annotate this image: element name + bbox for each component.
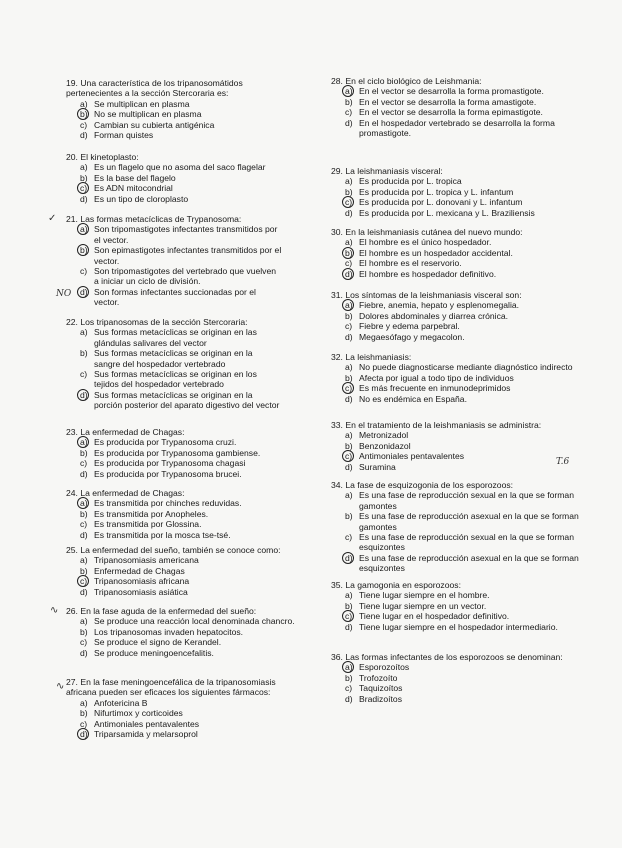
option-text: Tiene lugar siempre en el hospedador intermediario. bbox=[359, 621, 558, 632]
option-letter: c) bbox=[80, 718, 88, 729]
option-letter: b) bbox=[80, 245, 94, 266]
option-letter: b) bbox=[345, 511, 353, 522]
option-text: Es ADN mitocondrial bbox=[94, 183, 173, 194]
option-letter: d) bbox=[80, 193, 88, 204]
option-text: Es producida por Trypanosoma cruzi. bbox=[94, 437, 237, 448]
option-letter: a) bbox=[80, 555, 88, 566]
answer-option bbox=[66, 566, 306, 576]
option-letter: c) bbox=[80, 519, 88, 530]
answer-option bbox=[66, 390, 281, 411]
option-text: Tiene lugar siempre en un vector. bbox=[359, 600, 487, 611]
option-letter: d) bbox=[345, 693, 353, 704]
option-letter: a) bbox=[80, 327, 88, 338]
answer-option bbox=[331, 321, 593, 331]
option-letter: d) bbox=[345, 553, 359, 574]
option-text: Son formas infectantes succionadas por el vector. bbox=[94, 286, 256, 308]
option-text: Son epimastigotes infectantes transmitidos por el vector. bbox=[94, 245, 282, 266]
answer-option bbox=[331, 590, 593, 600]
option-text: Taquizoítos bbox=[359, 683, 403, 694]
question-stem: 35. La gamogonia en esporozoos: bbox=[331, 580, 461, 590]
option-text: Es un flagelo que no asoma del saco flagelar bbox=[94, 162, 266, 173]
question-stem: 23. La enfermedad de Chagas: bbox=[66, 427, 185, 437]
answer-option bbox=[66, 99, 271, 109]
option-text: Anfotericina B bbox=[94, 697, 148, 708]
answer-option bbox=[331, 373, 593, 383]
option-text: Es producida por Trypanosoma brucei. bbox=[94, 468, 242, 479]
option-text: Es producida por L. mexicana y L. Braziliensis bbox=[359, 207, 535, 218]
option-letter: b) bbox=[345, 186, 353, 197]
option-text: Es producida por L. tropica bbox=[359, 176, 462, 187]
option-text: Es producida por L. donovani y L. infantum bbox=[359, 197, 523, 208]
option-text: Es transmitida por la mosca tse-tsé. bbox=[94, 529, 231, 540]
option-letter: c) bbox=[345, 611, 359, 621]
question-stem: 29. La leishmaniasis visceral: bbox=[331, 166, 443, 176]
question-stem: 21. Las formas metacíclicas de Trypanosoma: bbox=[66, 214, 242, 224]
option-letter: c) bbox=[80, 458, 88, 469]
option-letter: b) bbox=[345, 440, 353, 451]
question-q29 bbox=[331, 166, 589, 218]
option-letter: c) bbox=[80, 183, 94, 193]
option-text: Antimoniales pentavalentes bbox=[359, 451, 465, 462]
option-text: Es producida por Trypanosoma gambiense. bbox=[94, 447, 261, 458]
option-letter: a) bbox=[345, 430, 353, 441]
option-letter: c) bbox=[345, 197, 359, 207]
option-letter: a) bbox=[80, 98, 88, 109]
option-text: En el vector se desarrolla la forma promastigote. bbox=[359, 86, 544, 97]
answer-option bbox=[331, 673, 593, 683]
answer-option bbox=[66, 616, 306, 626]
answer-option bbox=[66, 498, 276, 508]
option-letter: d) bbox=[80, 647, 88, 658]
option-text: Es una fase de reproducción asexual en la que se forman esquizontes bbox=[359, 552, 579, 574]
option-text: Los tripanosomas invaden hepatocitos. bbox=[94, 626, 244, 637]
option-letter: b) bbox=[345, 96, 353, 107]
option-text: Es transmitida por Glossina. bbox=[94, 519, 202, 530]
option-text: Fiebre y edema parpebral. bbox=[359, 321, 460, 332]
option-letter: b) bbox=[80, 172, 88, 183]
option-letter: c) bbox=[80, 266, 88, 277]
option-text: Triparsamida y melarsoprol bbox=[94, 729, 198, 740]
option-text: Es producida por L. tropica y L. infantum bbox=[359, 186, 514, 197]
option-text: Afecta por igual a todo tipo de individuos bbox=[359, 372, 514, 383]
option-text: Se multiplican en plasma bbox=[94, 98, 190, 109]
answer-option bbox=[331, 362, 593, 372]
option-letter: b) bbox=[345, 310, 353, 321]
question-stem: 32. La leishmaniasis: bbox=[331, 352, 412, 362]
question-stem: 24. La enfermedad de Chagas: bbox=[66, 488, 185, 498]
question-q22 bbox=[66, 317, 281, 411]
question-q28 bbox=[331, 76, 591, 138]
answer-option bbox=[66, 224, 282, 245]
answer-option bbox=[331, 611, 593, 621]
answer-option bbox=[66, 587, 306, 597]
handwritten-t6: T.6 bbox=[556, 457, 570, 467]
option-text: Se produce una reacción local denominada chancro. bbox=[94, 616, 295, 627]
question-stem: 25. La enfermedad del sueño, también se conoce como: bbox=[66, 545, 281, 555]
option-text: El hombre es un hospedador accidental. bbox=[359, 247, 513, 258]
option-text: Es transmitida por chinches reduvidas. bbox=[94, 498, 242, 509]
answer-option bbox=[331, 197, 589, 207]
answer-option bbox=[331, 208, 589, 218]
option-text: El hombre es hospedador definitivo. bbox=[359, 268, 497, 279]
option-text: Son tripomastigotes infectantes transmitidos por el vector. bbox=[94, 224, 278, 245]
option-letter: b) bbox=[80, 626, 88, 637]
answer-option bbox=[331, 451, 593, 461]
answer-option bbox=[331, 622, 593, 632]
option-letter: d) bbox=[80, 468, 88, 479]
answer-option bbox=[331, 107, 591, 117]
option-letter: a) bbox=[80, 437, 94, 447]
option-letter: a) bbox=[345, 590, 353, 601]
option-letter: c) bbox=[80, 119, 88, 130]
option-text: Tiene lugar siempre en el hombre. bbox=[359, 590, 490, 601]
option-text: Bradizoítos bbox=[359, 693, 402, 704]
option-letter: c) bbox=[80, 576, 94, 586]
option-text: Es una fase de reproducción sexual en la que se forman esquizontes bbox=[359, 532, 574, 553]
option-letter: d) bbox=[345, 269, 359, 279]
option-letter: d) bbox=[345, 331, 353, 342]
question-stem: 22. Los tripanosomas de la sección Stercoraria: bbox=[66, 317, 248, 327]
option-letter: b) bbox=[345, 672, 353, 683]
option-text: Tripanosomiasis africana bbox=[94, 576, 190, 587]
option-text: Es la base del flagelo bbox=[94, 172, 176, 183]
option-letter: b) bbox=[345, 600, 353, 611]
option-text: En el vector se desarrolla la forma amastigote. bbox=[359, 96, 537, 107]
answer-option bbox=[66, 120, 271, 130]
option-text: Son tripomastigotes del vertebrado que vuelven a iniciar un ciclo de división. bbox=[94, 266, 277, 287]
option-letter: d) bbox=[345, 461, 353, 472]
answer-option bbox=[66, 109, 271, 119]
answer-option bbox=[66, 194, 276, 204]
option-letter: d) bbox=[80, 729, 94, 739]
question-stem: 33. En el tratamiento de la leishmaniasis se administra: bbox=[331, 420, 542, 430]
answer-option bbox=[331, 332, 593, 342]
option-letter: d) bbox=[80, 390, 94, 411]
answer-option bbox=[331, 300, 593, 310]
option-letter: a) bbox=[345, 662, 359, 672]
option-letter: d) bbox=[80, 130, 88, 141]
option-text: El hombre es el único hospedador. bbox=[359, 237, 492, 248]
answer-option bbox=[66, 637, 306, 647]
option-text: En el hospedador vertebrado se desarrolla la forma promastigote. bbox=[359, 117, 555, 139]
question-stem: 31. Los síntomas de la leishmaniasis visceral son: bbox=[331, 290, 522, 300]
option-text: Sus formas metacíclicas se originan en las glándulas salivares del vector bbox=[94, 327, 257, 348]
answer-option bbox=[66, 469, 281, 479]
option-letter: c) bbox=[345, 383, 359, 393]
option-text: No se multiplican en plasma bbox=[94, 109, 202, 120]
option-letter: c) bbox=[80, 369, 88, 380]
answer-option bbox=[66, 173, 276, 183]
answer-option bbox=[66, 266, 282, 287]
answer-option bbox=[66, 287, 282, 308]
option-text: Cambian su cubierta antigénica bbox=[94, 119, 215, 130]
answer-option bbox=[331, 311, 593, 321]
option-text: Se produce el signo de Kerandel. bbox=[94, 637, 222, 648]
answer-option bbox=[331, 237, 589, 247]
option-text: Antimoniales pentavalentes bbox=[94, 718, 200, 729]
handwritten-no: NO bbox=[56, 289, 72, 299]
answer-option bbox=[66, 327, 281, 348]
option-text: Tripanosomiasis asiática bbox=[94, 586, 188, 597]
question-stem: 27. En la fase meningoencefálica de la tripanosomiasis africana pueden ser eficaces los siguientes fármacos: bbox=[66, 677, 276, 698]
question-stem: 28. En el ciclo biológico de Leishmania: bbox=[331, 76, 482, 86]
answer-option bbox=[331, 394, 593, 404]
answer-option bbox=[66, 648, 306, 658]
handwritten-check: ∿ bbox=[56, 681, 65, 692]
option-letter: b) bbox=[80, 348, 88, 359]
answer-option bbox=[66, 519, 276, 529]
answer-option bbox=[331, 118, 591, 139]
answer-option bbox=[331, 430, 593, 440]
answer-option bbox=[66, 183, 276, 193]
question-stem: 20. El kinetoplasto: bbox=[66, 152, 139, 162]
answer-option bbox=[331, 462, 593, 472]
answer-option bbox=[331, 694, 593, 704]
option-letter: d) bbox=[80, 529, 88, 540]
answer-option bbox=[66, 437, 281, 447]
question-stem: 19. Una característica de los tripanosomátidos pertenecientes a la sección Stercoraria es: bbox=[66, 78, 243, 99]
answer-option bbox=[331, 662, 593, 672]
question-q26 bbox=[66, 606, 306, 658]
option-letter: a) bbox=[345, 237, 353, 248]
handwritten-check: ✓ bbox=[48, 213, 57, 224]
option-text: Se produce meningoencefalitis. bbox=[94, 647, 214, 658]
answer-option bbox=[66, 458, 281, 468]
option-letter: c) bbox=[345, 683, 353, 694]
option-text: Metronizadol bbox=[359, 430, 409, 441]
option-text: Nifurtimox y corticoides bbox=[94, 708, 183, 719]
option-letter: d) bbox=[80, 586, 88, 597]
option-letter: b) bbox=[80, 109, 94, 119]
answer-option bbox=[66, 448, 281, 458]
question-q36 bbox=[331, 652, 593, 704]
answer-option bbox=[331, 511, 593, 532]
option-letter: a) bbox=[345, 490, 353, 501]
option-text: Sus formas metacíclicas se originan en los tejidos del hospedador vertebrado bbox=[94, 369, 257, 390]
question-q19 bbox=[66, 78, 271, 140]
answer-option bbox=[331, 683, 593, 693]
option-letter: b) bbox=[345, 248, 359, 258]
question-stem: 36. Las formas infectantes de los esporozoos se denominan: bbox=[331, 652, 563, 662]
question-q31 bbox=[331, 290, 593, 342]
answer-option bbox=[66, 509, 276, 519]
option-text: No puede diagnosticarse mediante diagnóstico indirecto bbox=[359, 362, 573, 373]
option-letter: c) bbox=[80, 637, 88, 648]
option-text: Enfermedad de Chagas bbox=[94, 565, 185, 576]
option-letter: a) bbox=[345, 300, 359, 310]
answer-option bbox=[66, 162, 276, 172]
option-letter: b) bbox=[345, 372, 353, 383]
answer-option bbox=[66, 245, 282, 266]
question-q21 bbox=[66, 214, 282, 308]
option-letter: a) bbox=[345, 362, 353, 373]
handwritten-check: ∿ bbox=[50, 605, 59, 616]
option-letter: b) bbox=[80, 508, 88, 519]
answer-option bbox=[331, 383, 593, 393]
option-text: No es endémica en España. bbox=[359, 393, 467, 404]
answer-option bbox=[66, 530, 276, 540]
answer-option bbox=[331, 187, 589, 197]
question-q32 bbox=[331, 352, 593, 404]
option-letter: b) bbox=[80, 565, 88, 576]
option-letter: c) bbox=[345, 321, 353, 332]
option-text: Tiene lugar en el hospedador definitivo. bbox=[359, 611, 510, 622]
answer-option bbox=[331, 269, 589, 279]
answer-option bbox=[331, 248, 589, 258]
option-letter: a) bbox=[345, 176, 353, 187]
option-letter: a) bbox=[80, 616, 88, 627]
answer-option bbox=[331, 86, 591, 96]
answer-option bbox=[331, 532, 593, 553]
option-text: Es más frecuente en inmunodeprimidos bbox=[359, 383, 511, 394]
answer-option bbox=[331, 441, 593, 451]
option-text: Esporozoítos bbox=[359, 662, 410, 673]
option-text: Trofozoíto bbox=[359, 672, 398, 683]
answer-option bbox=[331, 490, 593, 511]
option-letter: c) bbox=[345, 107, 353, 118]
question-stem: 30. En la leishmaniasis cutánea del nuevo mundo: bbox=[331, 227, 523, 237]
option-text: Dolores abdominales y diarrea crónica. bbox=[359, 310, 509, 321]
answer-option bbox=[66, 348, 281, 369]
answer-option bbox=[66, 627, 306, 637]
option-text: Es una fase de reproducción sexual en la que se forman gamontes bbox=[359, 490, 574, 511]
option-letter: b) bbox=[80, 447, 88, 458]
option-letter: d) bbox=[345, 117, 353, 128]
answer-option bbox=[331, 97, 591, 107]
option-text: Suramina bbox=[359, 461, 396, 472]
option-text: Benzonidazol bbox=[359, 440, 411, 451]
answer-option bbox=[331, 176, 589, 186]
question-q33 bbox=[331, 420, 593, 472]
option-text: Es transmitida por Anopheles. bbox=[94, 508, 209, 519]
option-text: Megaesófago y megacolon. bbox=[359, 331, 465, 342]
option-letter: c) bbox=[345, 258, 353, 269]
answer-option bbox=[331, 258, 589, 268]
option-letter: c) bbox=[345, 451, 359, 461]
option-letter: d) bbox=[345, 207, 353, 218]
question-q23 bbox=[66, 427, 281, 479]
question-q24 bbox=[66, 488, 276, 540]
answer-option bbox=[331, 601, 593, 611]
question-q27 bbox=[66, 677, 306, 739]
answer-option bbox=[66, 708, 306, 718]
option-letter: a) bbox=[80, 498, 94, 508]
option-letter: d) bbox=[345, 393, 353, 404]
option-text: Tripanosomiasis americana bbox=[94, 555, 199, 566]
question-q20 bbox=[66, 152, 276, 204]
question-q35 bbox=[331, 580, 593, 632]
question-stem: 34. La fase de esquizogonia de los esporozoos: bbox=[331, 480, 514, 490]
answer-option bbox=[66, 555, 306, 565]
answer-option bbox=[66, 369, 281, 390]
answer-option bbox=[66, 698, 306, 708]
answer-option bbox=[331, 553, 593, 574]
answer-option bbox=[66, 130, 271, 140]
option-letter: d) bbox=[345, 621, 353, 632]
answer-option bbox=[66, 719, 306, 729]
option-text: En el vector se desarrolla la forma epimastigote. bbox=[359, 107, 543, 118]
option-text: Es producida por Trypanosoma chagasi bbox=[94, 458, 246, 469]
option-text: Forman quistes bbox=[94, 130, 154, 141]
option-letter: a) bbox=[80, 697, 88, 708]
option-letter: a) bbox=[80, 224, 94, 245]
option-text: Es una fase de reproducción asexual en la que se forman gamontes bbox=[359, 511, 579, 532]
option-letter: b) bbox=[80, 708, 88, 719]
question-q34 bbox=[331, 480, 593, 574]
option-letter: a) bbox=[345, 86, 359, 96]
question-q30 bbox=[331, 227, 589, 279]
option-text: Fiebre, anemia, hepato y esplenomegalia. bbox=[359, 300, 520, 311]
option-letter: d) bbox=[80, 287, 94, 308]
option-text: Sus formas metacíclicas se originan en la sangre del hospedador vertebrado bbox=[94, 348, 253, 369]
option-text: Es un tipo de cloroplasto bbox=[94, 193, 189, 204]
answer-option bbox=[66, 576, 306, 586]
question-stem: 26. En la fase aguda de la enfermedad del sueño: bbox=[66, 606, 257, 616]
option-text: El hombre es el reservorio. bbox=[359, 258, 462, 269]
option-text: Sus formas metacíclicas se originan en la porción posterior del aparato digestivo del vector bbox=[94, 389, 280, 411]
option-letter: a) bbox=[80, 162, 88, 173]
answer-option bbox=[66, 729, 306, 739]
option-letter: c) bbox=[345, 532, 353, 543]
question-q25 bbox=[66, 545, 306, 597]
